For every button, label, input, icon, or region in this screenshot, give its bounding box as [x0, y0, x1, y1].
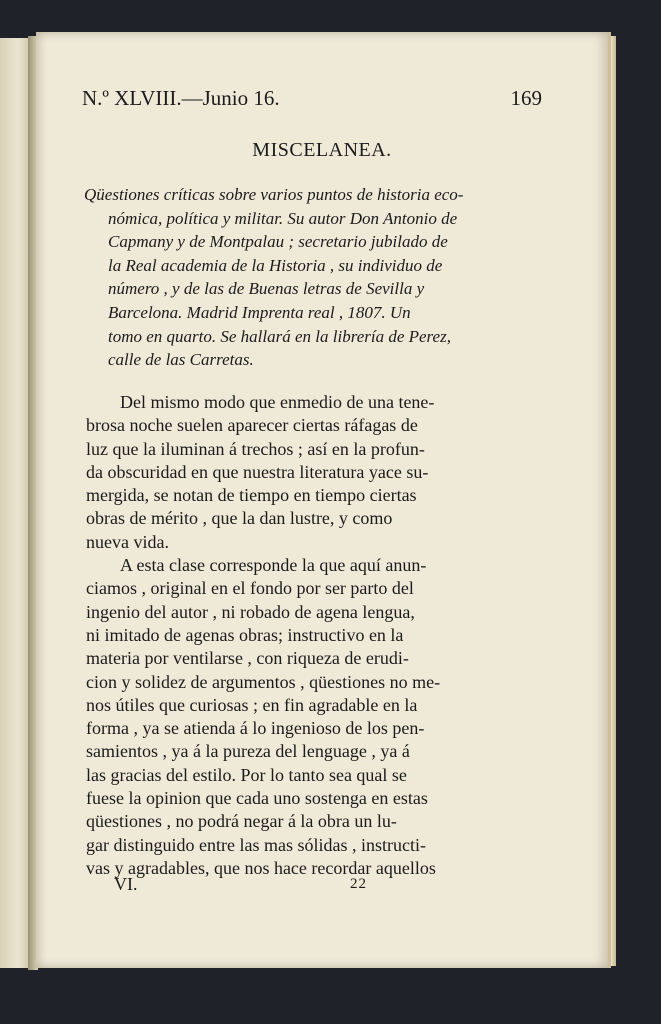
- body-line: brosa noche suelen aparecer ciertas ráfagas de: [86, 415, 418, 436]
- page-footer: [114, 874, 414, 898]
- body-line: da obscuridad en que nuestra literatura yace su-: [86, 461, 429, 482]
- body-line: forma , ya se atienda á lo ingenioso de los pen-: [86, 718, 425, 739]
- reference-line: número , y de las de Buenas letras de Sevilla y: [108, 279, 425, 299]
- book-page: [36, 32, 611, 968]
- body-line: A esta clase corresponde la que aquí anun-: [120, 555, 427, 576]
- body-line: vas y agradables, que nos hace recordar aquellos: [86, 857, 436, 878]
- reference-line: Barcelona. Madrid Imprenta real , 1807. Un: [108, 302, 411, 322]
- body-line: ingenio del autor , ni robado de agena lengua,: [86, 601, 415, 622]
- signature-mark: 22: [350, 876, 367, 892]
- reference-line: la Real academia de la Historia , su individuo de: [108, 255, 443, 275]
- body-line: fuese la opinion que cada uno sostenga en estas: [86, 788, 428, 809]
- body-line: luz que la iluminan á trechos ; así en la profun-: [86, 438, 425, 459]
- body-line: nos útiles que curiosas ; en fin agradable en la: [86, 694, 418, 715]
- body-line: qüestiones , no podrá negar á la obra un lu-: [86, 811, 397, 832]
- body-line: obras de mérito , que la dan lustre, y como: [86, 508, 393, 529]
- running-header: [82, 86, 542, 116]
- body-line: ciamos , original en el fondo por ser parto del: [86, 578, 414, 599]
- volume-mark: VI.: [114, 874, 138, 894]
- book-reference: [84, 183, 518, 372]
- reference-line: Qüestiones críticas sobre varios puntos de historia eco-: [84, 185, 464, 204]
- body-line: materia por ventilarse , con riqueza de erudi-: [86, 648, 409, 669]
- body-line: Del mismo modo que enmedio de una tene-: [120, 392, 435, 412]
- reference-line: Capmany y de Montpalau ; secretario jubilado de: [108, 232, 448, 252]
- body-line: gar distinguido entre las mas sólidas , instructi-: [86, 834, 426, 855]
- body-line: cion y solidez de argumentos , qüestiones no me-: [86, 671, 441, 692]
- body-line: nueva vida.: [86, 531, 169, 552]
- section-title: MISCELANEA.: [252, 139, 392, 161]
- body-line: mergida, se notan de tiempo en tiempo ciertas: [86, 485, 417, 506]
- issue-header: N.º XLVIII.—Junio 16.: [82, 86, 280, 110]
- body-text: [86, 391, 526, 880]
- reference-line: nómica, política y militar. Su autor Don Antonio de: [108, 208, 458, 228]
- reference-line: tomo en quarto. Se hallará en la librería de Perez,: [108, 326, 451, 346]
- page-number: 169: [510, 86, 542, 110]
- reference-line: calle de las Carretas.: [108, 350, 254, 370]
- body-line: las gracias del estilo. Por lo tanto sea qual se: [86, 764, 407, 785]
- body-line: samientos , ya á la pureza del lenguage , ya á: [86, 741, 410, 762]
- body-line: ni imitado de agenas obras; instructivo en la: [86, 624, 404, 645]
